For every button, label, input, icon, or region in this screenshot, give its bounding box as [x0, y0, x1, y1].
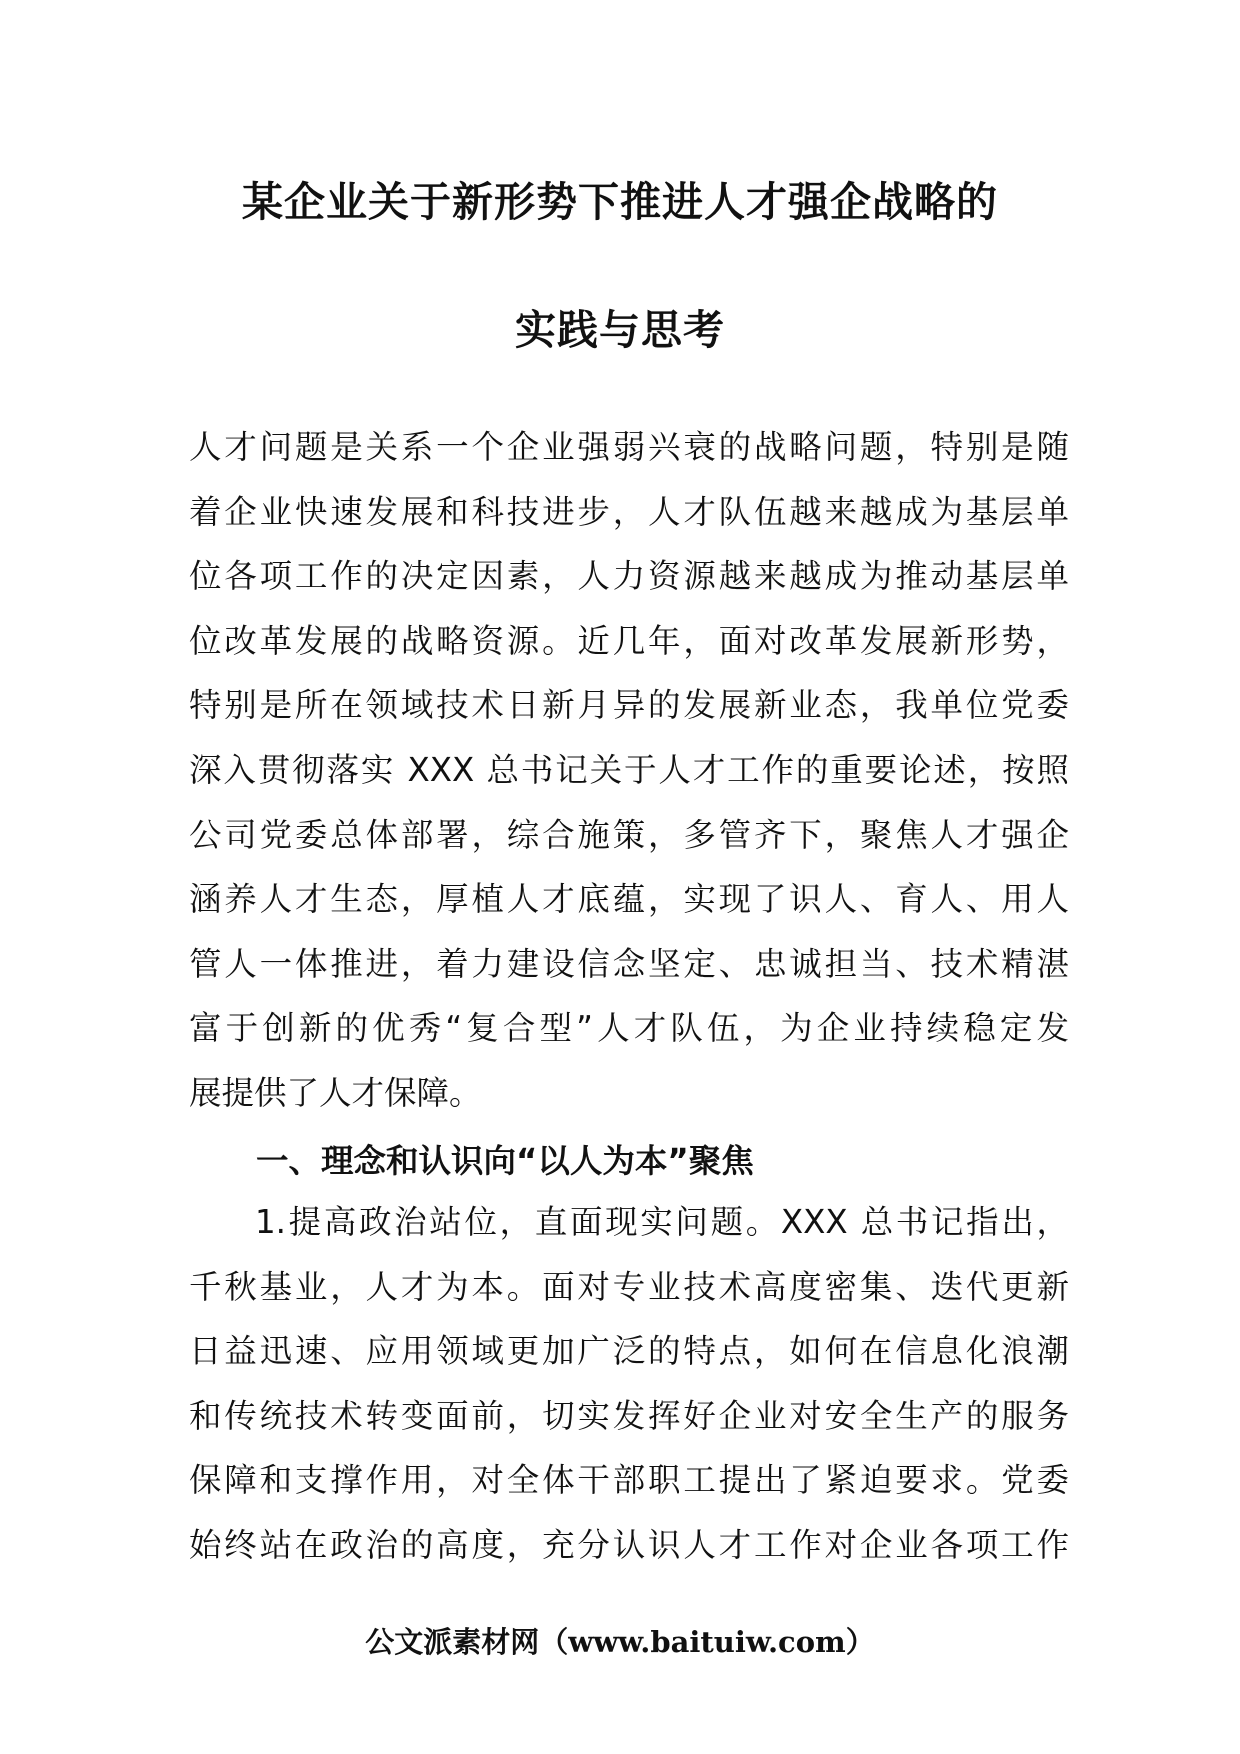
- paragraph-line: 日益迅速、应用领域更加广泛的特点，如何在信息化浪潮: [189, 1332, 1069, 1371]
- paragraph-line: 1.提高政治站位，直面现实问题。XXX 总书记指出，: [255, 1203, 1069, 1241]
- paragraph-line: 特别是所在领域技术日新月异的发展新业态，我单位党委: [189, 686, 1069, 725]
- document-title-line-2: 实践与思考: [515, 306, 725, 354]
- paragraph-line: 富于创新的优秀“复合型”人才队伍，为企业持续稳定发: [189, 1009, 1069, 1048]
- section-heading: 一、理念和认识向“以人为本”聚焦: [256, 1142, 754, 1180]
- paragraph-line: 着企业快速发展和科技进步，人才队伍越来越成为基层单: [189, 492, 1069, 531]
- paragraph-line: 位各项工作的决定因素，人力资源越来越成为推动基层单: [189, 557, 1069, 596]
- paragraph-line: 始终站在政治的高度，充分认识人才工作对企业各项工作: [189, 1525, 1069, 1564]
- section-paragraph: [189, 1190, 1069, 1578]
- document-title-line-1: 某企业关于新形势下推进人才强企战略的: [242, 178, 998, 226]
- paragraph-line: 和传统技术转变面前，切实发挥好企业对安全生产的服务: [189, 1396, 1069, 1435]
- footer-watermark: 公文派素材网（www.baituiw.com）: [365, 1625, 875, 1659]
- paragraph-line: 展提供了人才保障。: [189, 1073, 482, 1112]
- paragraph-line: 深入贯彻落实 XXX 总书记关于人才工作的重要论述，按照: [189, 750, 1069, 789]
- paragraph-line: 保障和支撑作用，对全体干部职工提出了紧迫要求。党委: [189, 1461, 1069, 1500]
- paragraph-line: 公司党委总体部署，综合施策，多管齐下，聚焦人才强企: [189, 815, 1069, 854]
- paragraph-line: 位改革发展的战略资源。近几年，面对改革发展新形势，: [189, 621, 1069, 660]
- intro-paragraph: [189, 415, 1069, 1126]
- paragraph-line: 人才问题是关系一个企业强弱兴衰的战略问题，特别是随: [189, 428, 1069, 466]
- paragraph-line: 管人一体推进，着力建设信念坚定、忠诚担当、技术精湛: [189, 944, 1069, 983]
- paragraph-line: 千秋基业，人才为本。面对专业技术高度密集、迭代更新: [189, 1267, 1069, 1306]
- paragraph-line: 涵养人才生态，厚植人才底蕴，实现了识人、育人、用人: [189, 880, 1069, 919]
